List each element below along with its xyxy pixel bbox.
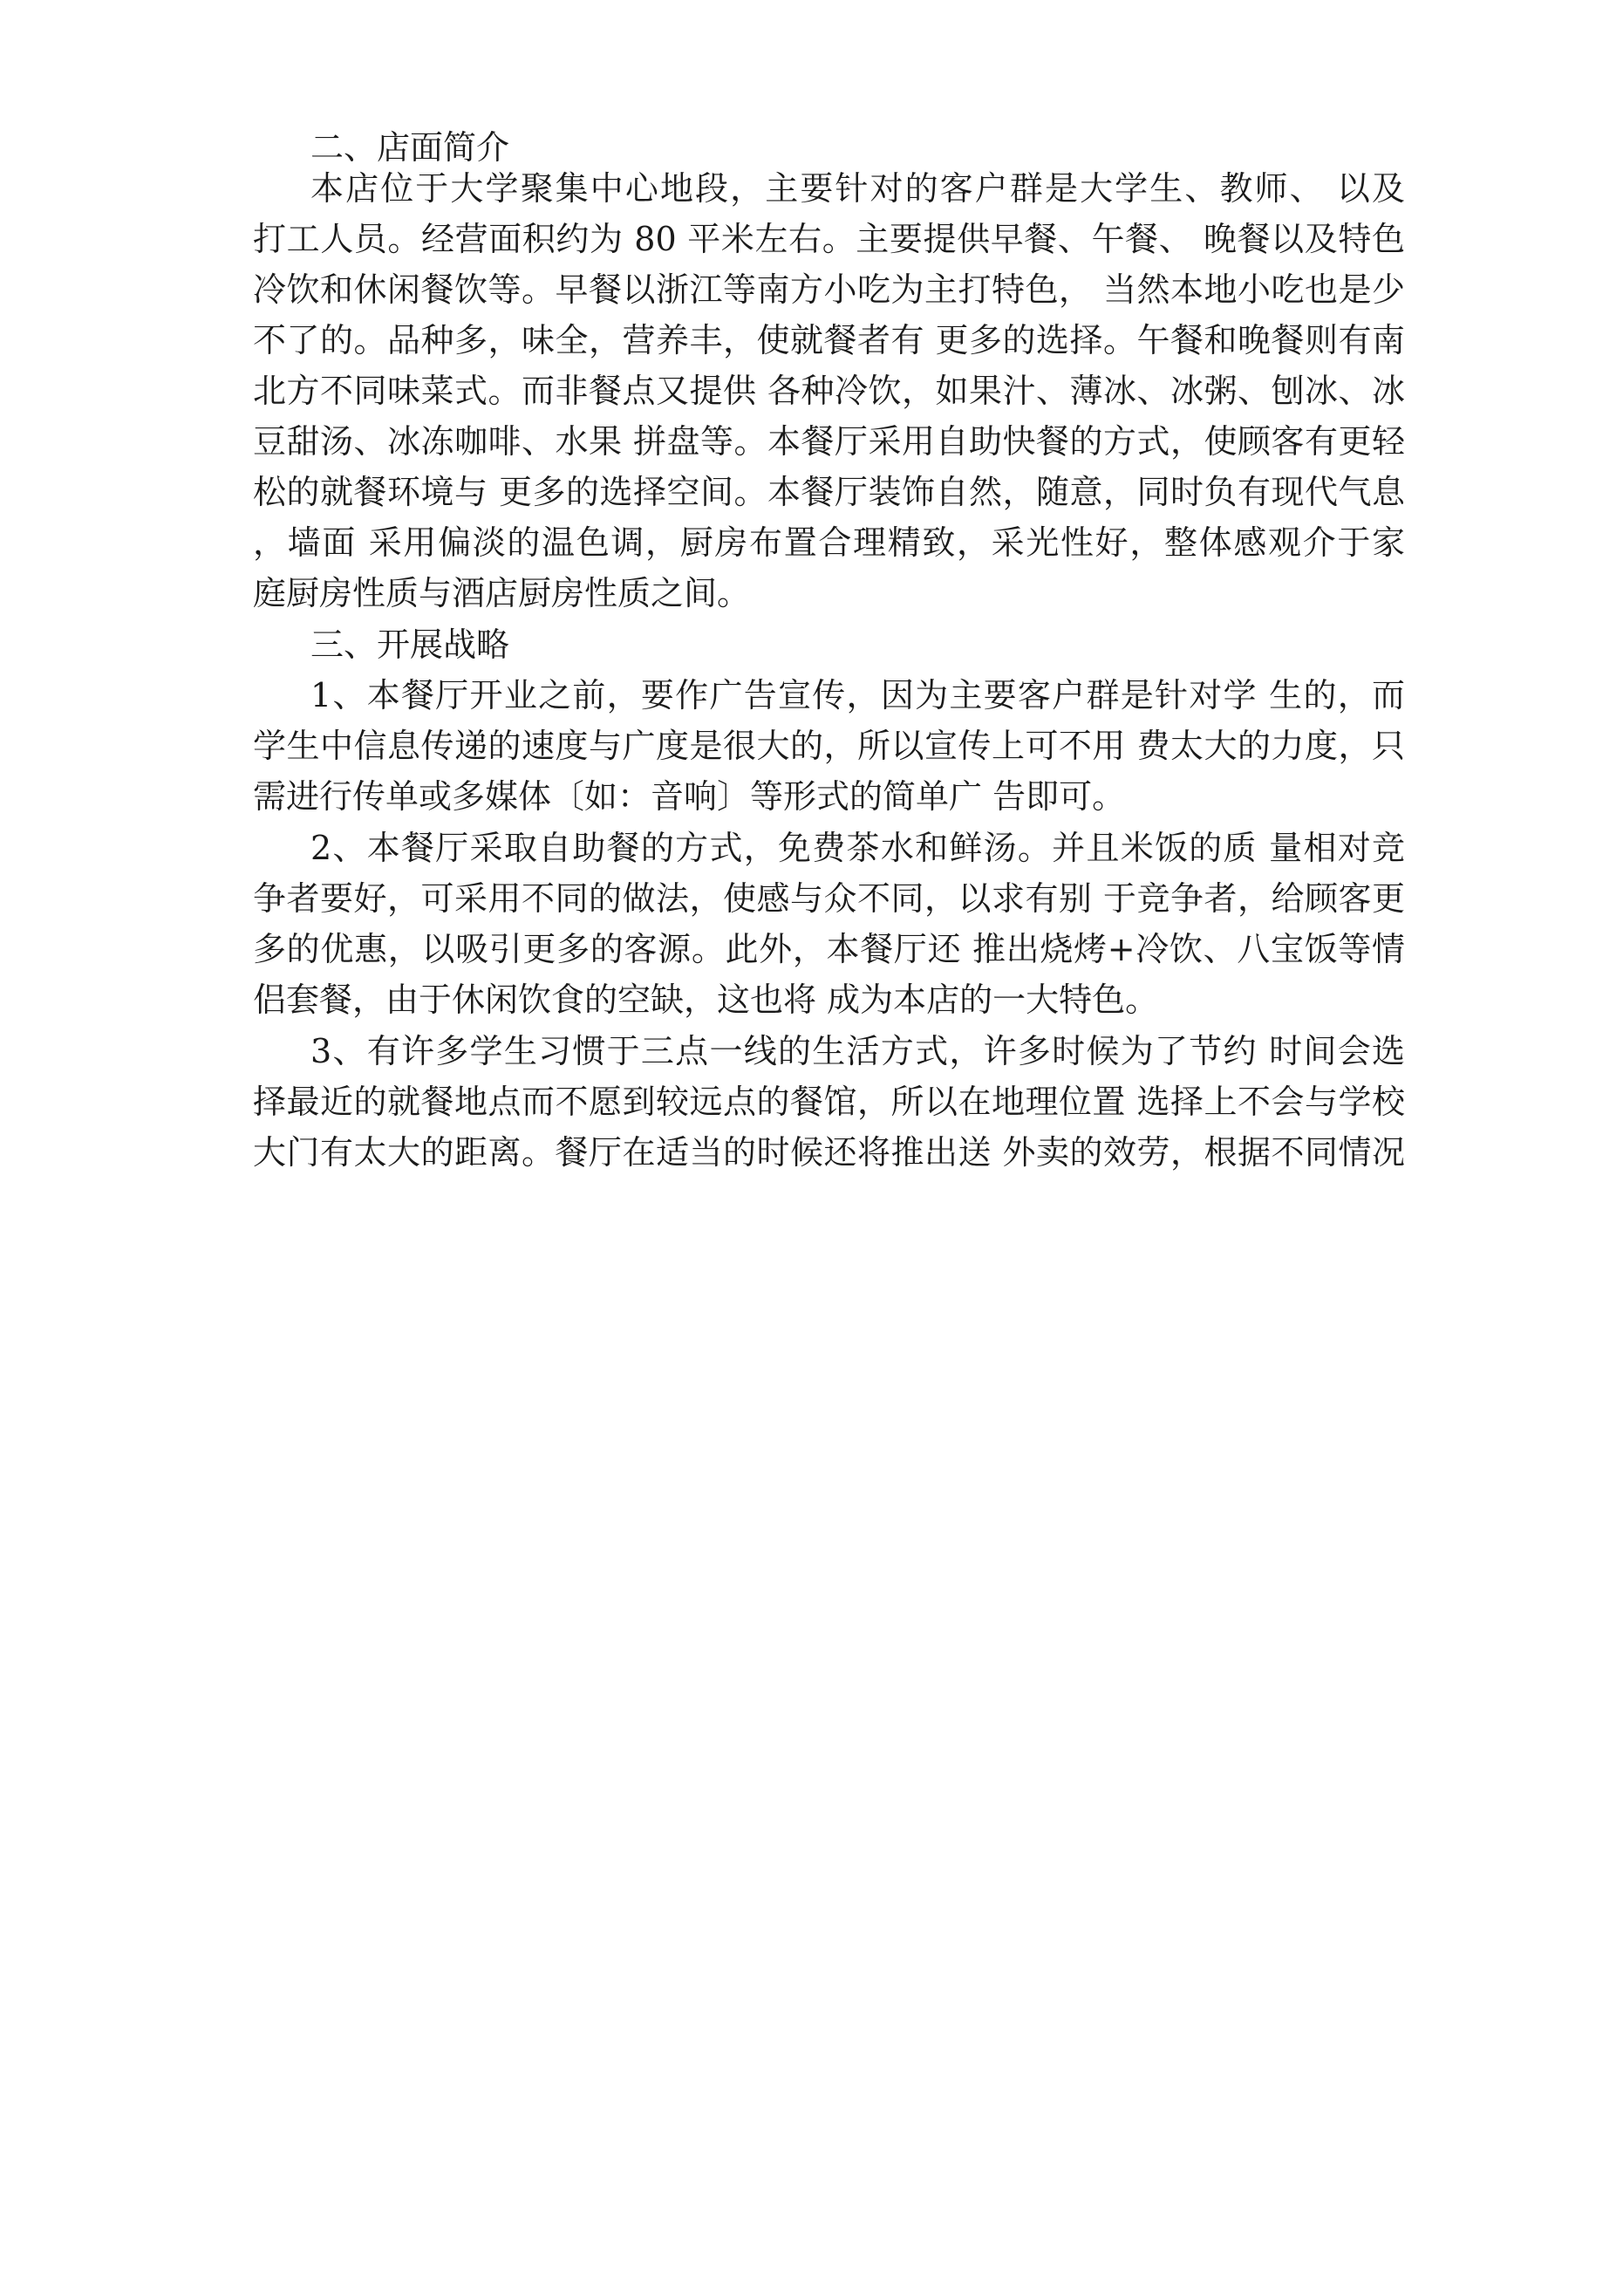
section-heading-strategy: 三、开展战略 xyxy=(310,625,510,664)
paragraph-line: 本店位于大学聚集中心地段，主要针对的客户群是大学生、教师、 以及 xyxy=(310,169,1405,208)
paragraph-line: 打工人员。经营面积约为 80 平米左右。主要提供早餐、午餐、 晚餐以及特色 xyxy=(253,220,1405,258)
paragraph-line: 2、本餐厅采取自助餐的方式，免费茶水和鲜汤。并且米饭的质 量相对竞 xyxy=(310,829,1405,867)
paragraph-line: 大门有太大的距离。餐厅在适当的时候还将推出送 外卖的效劳，根据不同情况 xyxy=(253,1133,1405,1172)
paragraph-line: 需进行传单或多媒体〔如：音响〕等形式的简单广 告即可。 xyxy=(253,777,1126,816)
paragraph-line: 豆甜汤、冰冻咖啡、水果 拼盘等。本餐厅采用自助快餐的方式，使顾客有更轻 xyxy=(253,422,1405,461)
paragraph-line: 争者要好，可采用不同的做法，使感与众不同，以求有别 于竞争者，给顾客更 xyxy=(253,879,1405,918)
paragraph-line: ，墙面 采用偏淡的温色调，厨房布置合理精致，采光性好，整体感观介于家 xyxy=(253,523,1405,562)
paragraph-line: 庭厨房性质与酒店厨房性质之间。 xyxy=(253,574,751,612)
paragraph-line: 学生中信息传递的速度与广度是很大的，所以宣传上可不用 费太大的力度，只 xyxy=(253,727,1405,765)
paragraph-line: 冷饮和休闲餐饮等。早餐以浙江等南方小吃为主打特色， 当然本地小吃也是少 xyxy=(253,270,1405,309)
paragraph-line: 择最近的就餐地点而不愿到较远点的餐馆，所以在地理位置 选择上不会与学校 xyxy=(253,1083,1405,1121)
paragraph-line: 多的优惠，以吸引更多的客源。此外，本餐厅还 推出烧烤+冷饮、八宝饭等情 xyxy=(253,930,1405,968)
paragraph-line: 北方不同味菜式。而非餐点又提供 各种冷饮，如果汁、薄冰、冰粥、刨冰、冰 xyxy=(253,372,1405,410)
paragraph-line: 不了的。品种多，味全，营养丰，使就餐者有 更多的选择。午餐和晚餐则有南 xyxy=(253,321,1405,359)
paragraph-line: 1、本餐厅开业之前，要作广告宣传，因为主要客户群是针对学 生的，而 xyxy=(310,676,1405,714)
paragraph-line: 侣套餐，由于休闲饮食的空缺，这也将 成为本店的一大特色。 xyxy=(253,981,1159,1019)
section-heading-store-intro: 二、店面简介 xyxy=(310,128,510,167)
paragraph-line: 松的就餐环境与 更多的选择空间。本餐厅装饰自然，随意，同时负有现代气息 xyxy=(253,473,1405,511)
paragraph-line: 3、有许多学生习惯于三点一线的生活方式，许多时候为了节约 时间会选 xyxy=(310,1032,1405,1070)
